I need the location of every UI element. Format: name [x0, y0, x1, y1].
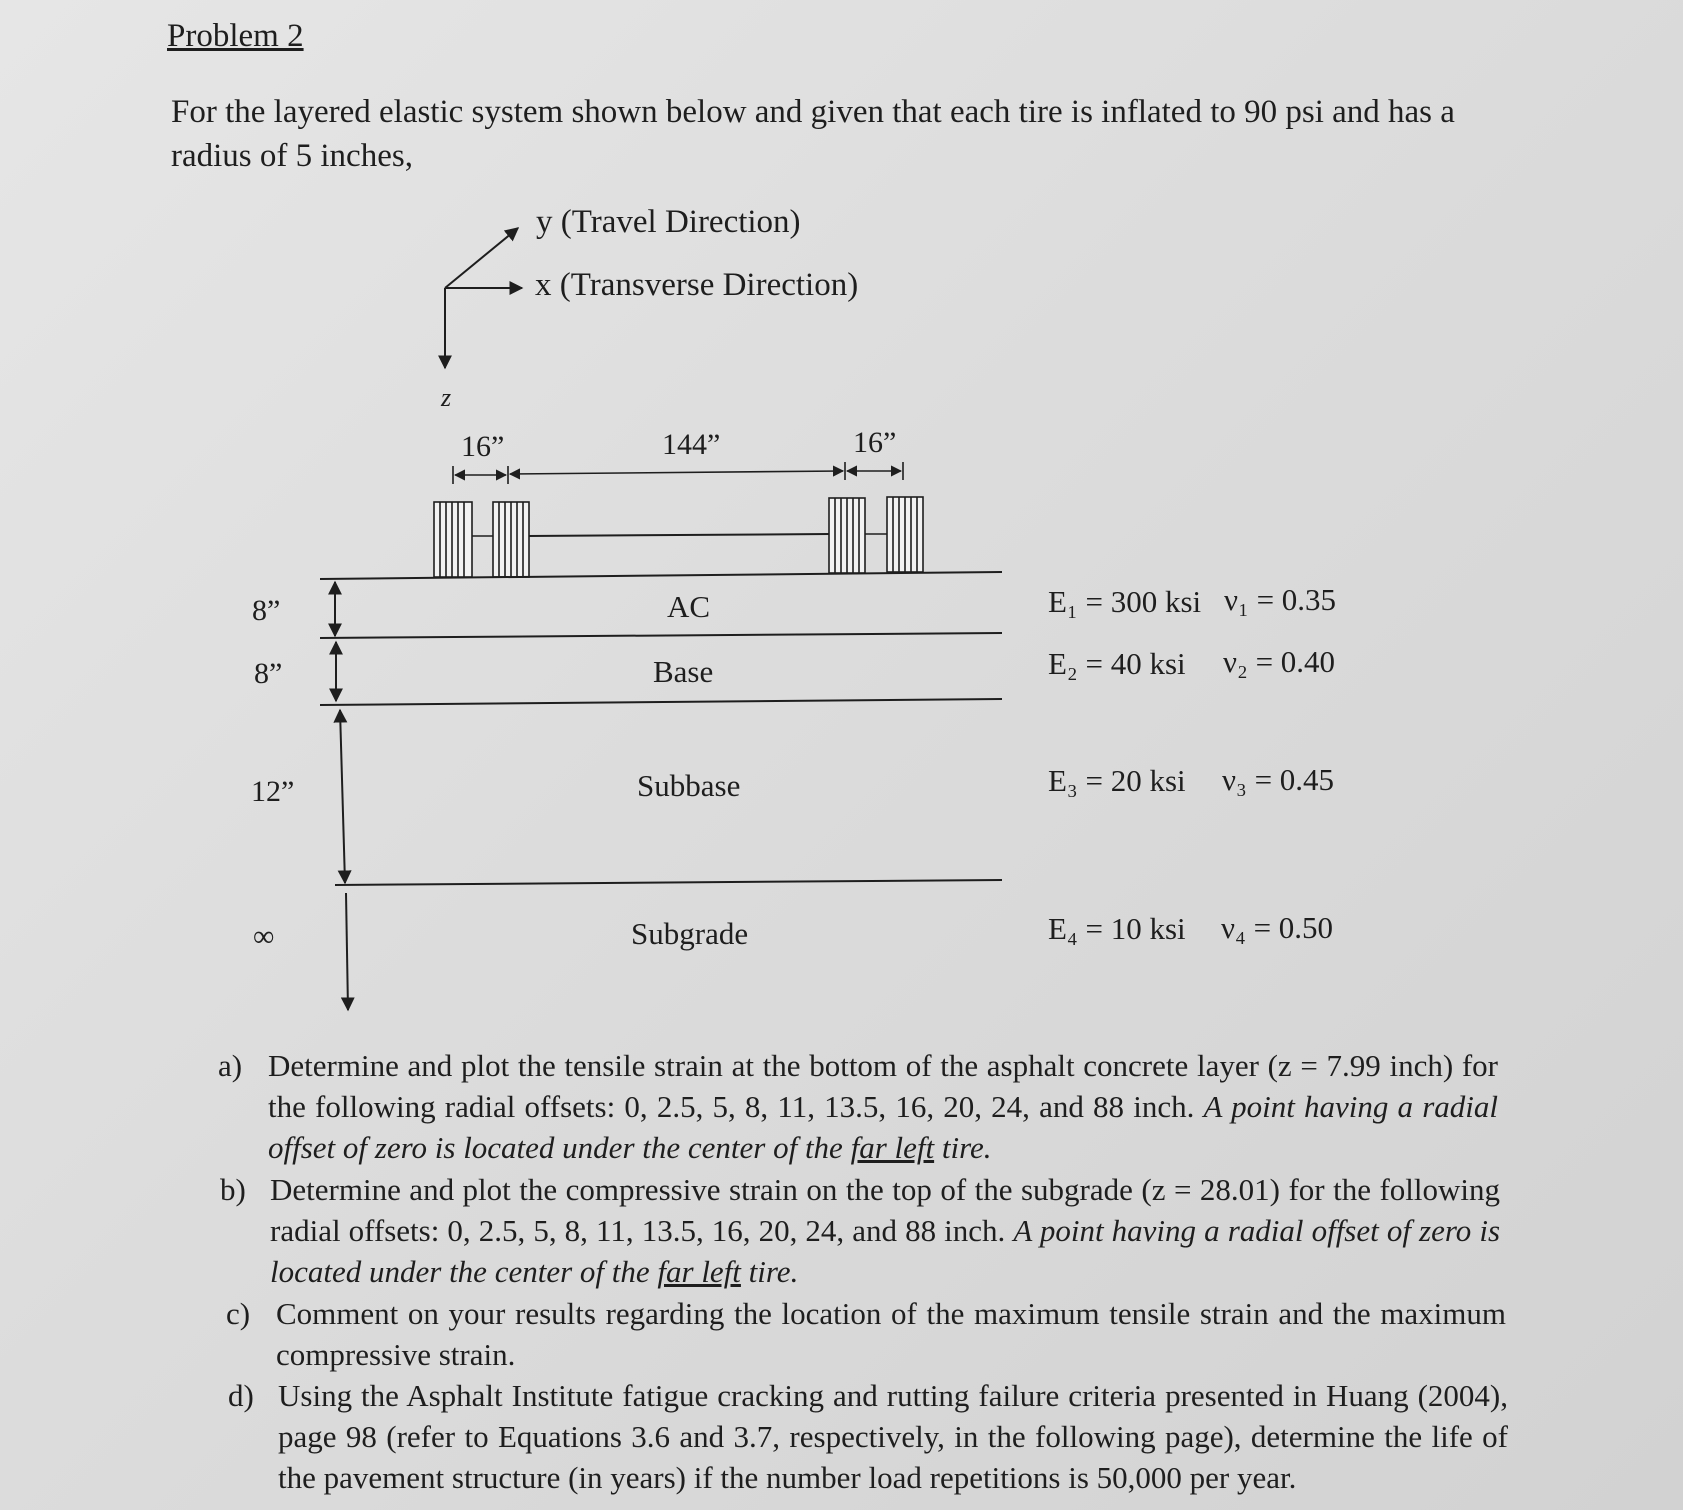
layer-name-subbase: Subbase: [637, 768, 741, 803]
base-poisson: ν₂ = 0.40: [1223, 644, 1336, 679]
axle-line: [528, 534, 830, 536]
question-text: Using the Asphalt Institute fatigue cracking and rutting failure criteria presented in Huang (2004), page 98 (refer to Equations 3.6 and 3.7, respectively, in the following page), determine the life of the pavement structure (in years) if the number load repetitions is 50,000 per year.: [278, 1378, 1508, 1495]
tire-right-outer: [887, 497, 923, 572]
ac-modulus: E₁ = 300 ksi: [1048, 584, 1202, 619]
y-axis-label: y (Travel Direction): [536, 204, 801, 240]
subbase-poisson: ν₃ = 0.45: [1222, 762, 1335, 797]
thickness-arrows: [335, 582, 348, 1010]
ac-poisson: ν₁ = 0.35: [1224, 582, 1337, 617]
problem-title: Problem 2: [167, 18, 304, 54]
subgrade-modulus: E₄ = 10 ksi: [1048, 911, 1186, 946]
layer-name-subgrade: Subgrade: [631, 916, 749, 951]
right-spacing-label: 16”: [853, 426, 897, 459]
tire-left-outer: [434, 502, 493, 577]
base-modulus: E₂ = 40 ksi: [1048, 646, 1186, 681]
center-spacing-label: 144”: [662, 428, 721, 461]
tire-right-inner: [829, 498, 887, 573]
intro-text: For the layered elastic system shown below and given that each tire is inflated to 90 psi and has a radius of 5 inches,: [171, 94, 1455, 174]
layer-boundaries: [320, 572, 1002, 885]
x-axis-label: x (Transverse Direction): [535, 267, 859, 303]
ac-thickness: 8”: [252, 594, 281, 627]
subgrade-poisson: ν₄ = 0.50: [1221, 910, 1334, 945]
base-thickness: 8”: [254, 657, 283, 690]
tire-left-inner: [493, 502, 529, 577]
question-text: Determine and plot the compressive strain on the top of the subgrade (z = 28.01) for the following radial offsets: 0, 2.5, 5, 8, 11, 13.5, 16, 20, 24, and 88 inch. A point having a radial offset of zero is located under the center of the far left tire.: [270, 1172, 1501, 1289]
left-spacing-label: 16”: [461, 430, 505, 463]
layer-name-ac: AC: [667, 589, 711, 624]
layer-name-base: Base: [653, 654, 714, 689]
question-label: a): [218, 1048, 243, 1083]
subbase-thickness: 12”: [251, 775, 295, 808]
question-text: Determine and plot the tensile strain at the bottom of the asphalt concrete layer (z = 7.99 inch) for the following radial offsets: 0, 2.5, 5, 8, 11, 13.5, 16, 20, 24, and 88 inch. A point having a radial offset of zero is located under the center of the far left tire.: [268, 1048, 1499, 1165]
question-label: d): [228, 1378, 254, 1413]
z-axis-label: z: [441, 383, 452, 412]
subgrade-thickness: ∞: [253, 920, 275, 953]
question-text: Comment on your results regarding the location of the maximum tensile strain and the maximum compressive strain.: [276, 1296, 1506, 1372]
spacing-dimension-lines: [453, 462, 903, 484]
subbase-modulus: E₃ = 20 ksi: [1048, 763, 1186, 798]
question-label: b): [220, 1172, 246, 1207]
y-axis-arrow: [445, 228, 518, 288]
question-label: c): [226, 1296, 251, 1331]
